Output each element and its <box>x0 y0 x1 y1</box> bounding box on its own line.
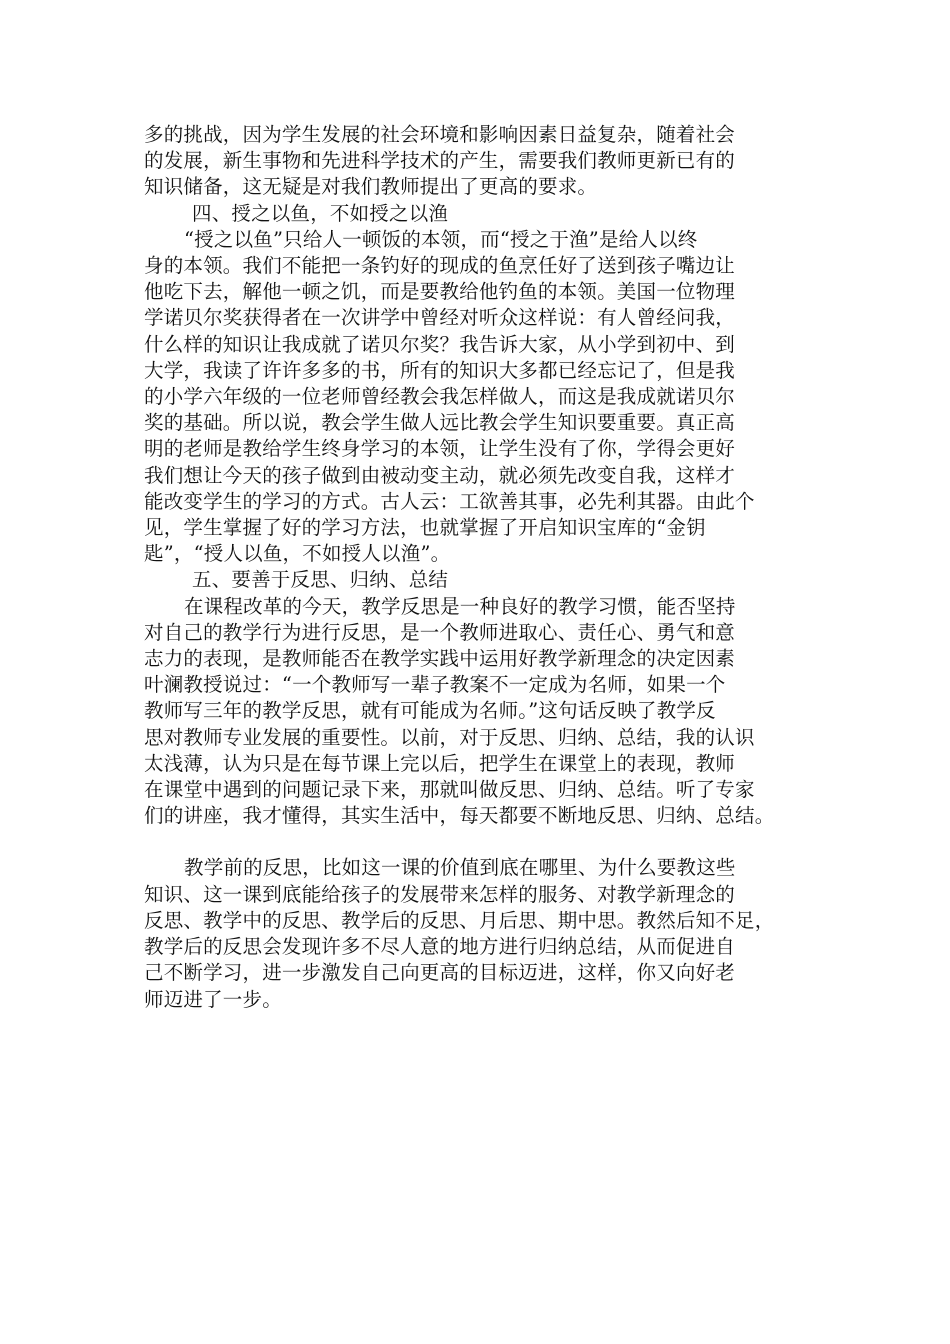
text-line: 多的挑战，因为学生发展的社会环境和影响因素日益复杂，随着社会 <box>144 123 736 146</box>
text-line: 太浅薄，认为只是在每节课上完以后，把学生在课堂上的表现，教师 <box>144 751 736 775</box>
text-line: 在课程改革的今天，教学反思是一种良好的教学习惯，能否坚持 <box>184 594 736 618</box>
text-line: 见，学生掌握了好的学习方法，也就掌握了开启知识宝库的“金钥 <box>144 516 706 540</box>
text-line: 知识储备，这无疑是对我们教师提出了更高的要求。 <box>144 175 598 199</box>
paragraph <box>144 227 808 568</box>
text-line: 奖的基础。所以说，教会学生做人远比教会学生知识要重要。真正高 <box>144 411 736 435</box>
text-line: 匙”，“授人以鱼，不如授人以渔”。 <box>144 542 451 566</box>
section-heading <box>144 567 808 593</box>
text-line: 大学，我读了许许多多的书，所有的知识大多都已经忘记了，但是我 <box>144 358 736 382</box>
heading-text: 五、要善于反思、归纳、总结 <box>192 568 449 592</box>
document-page <box>144 122 808 1013</box>
text-line: 们的讲座，我才懂得，其实生活中，每天都要不断地反思、归纳、总结。 <box>144 804 775 828</box>
text-line: 他吃下去，解他一顿之饥，而是要教给他钓鱼的本领。美国一位物理 <box>144 280 736 304</box>
text-line: 什么样的知识让我成就了诺贝尔奖？我告诉大家，从小学到初中、到 <box>144 332 736 356</box>
text-line: “授之以鱼”只给人一顿饭的本领，而“授之于渔”是给人以终 <box>184 227 698 251</box>
text-line: 思对教师专业发展的重要性。以前，对于反思、归纳、总结，我的认识 <box>144 725 755 749</box>
text-line: 的发展，新生事物和先进科学技术的产生，需要我们教师更新已有的 <box>144 149 736 173</box>
text-line: 能改变学生的学习的方式。古人云：工欲善其事，必先利其器。由此个 <box>144 489 755 513</box>
text-line: 反思、教学中的反思、教学后的反思、月后思、期中思。教然后知不足， <box>144 908 775 932</box>
paragraph-spacer <box>144 829 808 855</box>
paragraph <box>144 594 808 830</box>
text-line: 师迈进了一步。 <box>144 987 282 1011</box>
text-line: 志力的表现，是教师能否在教学实践中运用好教学新理念的决定因素 <box>144 647 736 671</box>
text-line: 叶澜教授说过：“一个教师写一辈子教案不一定成为名师，如果一个 <box>144 673 726 697</box>
text-line: 我们想让今天的孩子做到由被动变主动，就必须先改变自我，这样才 <box>144 463 736 487</box>
text-line: 己不断学习，进一步激发自己向更高的目标迈进，这样，你又向好老 <box>144 961 736 985</box>
text-line: 在课堂中遇到的问题记录下来，那就叫做反思、归纳、总结。听了专家 <box>144 778 755 802</box>
section-heading <box>144 201 808 227</box>
text-line: 对自己的教学行为进行反思，是一个教师进取心、责任心、勇气和意 <box>144 620 736 644</box>
text-line: 知识、这一课到底能给孩子的发展带来怎样的服务、对教学新理念的 <box>144 882 736 906</box>
text-line: 教学前的反思，比如这一课的价值到底在哪里、为什么要教这些 <box>184 856 736 880</box>
text-line: 明的老师是教给学生终身学习的本领，让学生没有了你，学得会更好 <box>144 437 736 461</box>
paragraph <box>144 122 808 201</box>
paragraph <box>144 855 808 1012</box>
text-line: 的小学六年级的一位老师曾经教会我怎样做人，而这是我成就诺贝尔 <box>144 385 736 409</box>
text-line: 学诺贝尔奖获得者在一次讲学中曾经对听众这样说：有人曾经问我， <box>144 306 736 330</box>
heading-text: 四、授之以鱼，不如授之以渔 <box>192 201 449 225</box>
text-line: 身的本领。我们不能把一条钓好的现成的鱼烹任好了送到孩子嘴边让 <box>144 254 736 278</box>
text-line: 教学后的反思会发现许多不尽人意的地方进行归纳总结，从而促进自 <box>144 935 736 959</box>
text-line: 教师写三年的教学反思，就有可能成为名师。”这句话反映了教学反 <box>144 699 716 723</box>
